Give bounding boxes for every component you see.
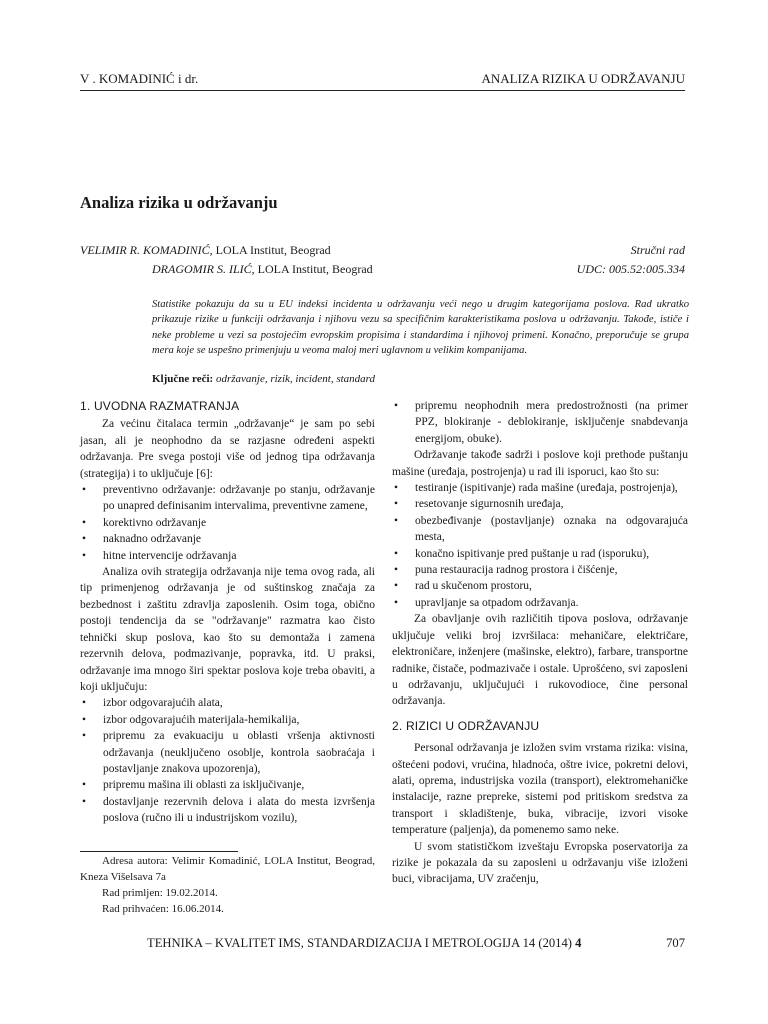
list-item: • pripremu neophodnih mera predostrožnosti (na primer PPZ, blokiranje - deblokiranje, isključenje snabdevanja energijom, obuke). (392, 398, 688, 447)
section-2-heading: 2. RIZICI U ODRŽAVANJU (392, 718, 540, 733)
received-date: Rad primljen: 19.02.2014. (102, 887, 218, 899)
list-item: • preventivno održavanje: održavanje po stanju, održavanje po unapred definisanim intervalima, preventivne zamene, (80, 482, 375, 515)
list-item: • upravljanje sa otpadom održavanja. (392, 595, 688, 611)
issue-number: 4 (575, 936, 582, 950)
list-item: • obezbeđivanje (postavljanje) oznaka na odgovarajuća mesta, (392, 513, 688, 546)
author-1 (80, 243, 331, 258)
list-item: • naknadno održavanje (80, 531, 375, 547)
paragraph: Za većinu čitalaca termin „održavanje“ je sam po sebi jasan, ali je neophodno da se razjasne određeni aspekti održavanja. Pre svega postoji više od jednog tipa održavanja (strategija) i to uključuje [6]: (80, 418, 375, 480)
section-1-heading: 1. UVODNA RAZMATRANJA (80, 399, 240, 413)
list-item: • izbor odgovarajućih materijala-hemikalija, (80, 712, 375, 728)
bullet-list (80, 695, 375, 826)
list-item: • hitne intervencije održavanja (80, 548, 375, 564)
paragraph: Za obavljanje ovih različitih tipova poslova, održavanje uključuje veliki broj izvršilaca: mehaničare, električare, elektroničare, inženjere (mašinske, elektro), farbare, transportne radnike, čistače, podmazivače i ostale. Uprošćeno, svi zaposleni u održavanju, uključujući i rukovodioce, čine personal održavanja. (392, 613, 688, 708)
list-item: • pripremu mašina ili oblasti za isključivanje, (80, 777, 375, 793)
author-address: Adresa autora: Velimir Komadinić, LOLA Institut, Beograd, Kneza Višelsava 7a (80, 855, 375, 883)
paragraph: Održavanje takođe sadrži i poslove koji prethode puštanju mašine (uređaja, postrojenja) u rad ili isporuci, kao što su: (392, 449, 688, 478)
left-column (80, 398, 375, 827)
list-item: • dostavljanje rezervnih delova i alata do mesta izvršenja poslova (ručno ili u industrijskom vozilu), (80, 794, 375, 827)
article-title: Analiza rizika u održavanju (80, 193, 278, 212)
bullet-list (80, 482, 375, 564)
list-item: • konačno ispitivanje pred puštanje u rad (isporuku), (392, 546, 688, 562)
list-item: • pripremu za evakuaciju u oblasti vršenja aktivnosti održavanja (neuključeno osoblje, kontrola saobraćaja i postavljanje znakova upozorenja), (80, 728, 375, 777)
journal-name: TEHNIKA – KVALITET IMS, STANDARDIZACIJA I METROLOGIJA 14 (2014) (147, 936, 576, 950)
abstract: Statistike pokazuju da su u EU indeksi incidenta u održavanju veći nego u drugim kategorijama poslova. Rad ukratko prikazuje rizike u funkciji održavanja i njihovu vezu sa specifičnim karakteristikama poslova u održavanju. Takođe, ističe i neke probleme u vezi sa postojećim evropskim propisima i standardima i njihovoj primeni. Konačno, preporučuje se grupa mera koje se uspešno primenjuju u veoma maloj meri uglavnom u velikim kompanijama. (152, 299, 689, 356)
bullet-list (392, 398, 688, 447)
footnote (80, 853, 375, 917)
list-item: • testiranje (ispitivanje) rada mašine (uređaja, postrojenja), (392, 480, 688, 496)
list-item: • puna restauracija radnog prostora i čišćenje, (392, 562, 688, 578)
author-1-name: VELIMIR R. KOMADINIĆ (80, 243, 210, 257)
keywords (152, 373, 375, 385)
accepted-date: Rad prihvaćen: 16.06.2014. (102, 903, 224, 915)
running-header-authors: V . KOMADINIĆ i dr. (80, 71, 199, 86)
list-item: • rad u skučenom prostoru, (392, 578, 688, 594)
paragraph: U svom statističkom izveštaju Evropska poservatorija za rizike je pokazala da su zaposleni u održavanju više izloženi buci, vibracijama, UV zračenju, (392, 840, 688, 886)
keywords-label: Ključne reči: (152, 373, 214, 385)
author-2-name: DRAGOMIR S. ILIĆ (152, 262, 252, 276)
bullet-list (392, 480, 688, 611)
header-divider (80, 90, 685, 91)
udc-code: UDC: 005.52:005.334 (576, 262, 685, 276)
author-2 (152, 262, 373, 277)
keywords-text: održavanje, rizik, incident, standard (213, 373, 376, 385)
list-item: • izbor odgovarajućih alata, (80, 695, 375, 711)
author-2-affiliation: , LOLA Institut, Beograd (251, 262, 373, 276)
footnote-divider (80, 851, 238, 852)
list-item: • korektivno održavanje (80, 515, 375, 531)
journal-footer (147, 936, 581, 951)
author-1-affiliation: , LOLA Institut, Beograd (209, 243, 331, 257)
running-header-title: ANALIZA RIZIKA U ODRŽAVANJU (481, 71, 685, 86)
article-type: Stručni rad (630, 243, 685, 257)
paragraph: Analiza ovih strategija održavanja nije tema ovog rada, ali tip primenjenog održavanja je od suštinskog značaja za bezbednost i zaštitu zdravlja zaposlenih. Osim toga, obično postoji tendencija da se "održavanje" razmatra kao čisto tehnički skup poslova, kao što su demontaža i zamena rezervnih delova, podmazivanje, popravka, itd. U praksi, održavanje ima mnogo širi spektar poslova koje treba obaviti, a koji uključuju: (80, 566, 375, 693)
page-number: 707 (666, 936, 685, 950)
right-column (392, 398, 688, 888)
list-item: • resetovanje sigurnosnih uređaja, (392, 496, 688, 512)
paragraph: Personal održavanja je izložen svim vrstama rizika: visina, oštećeni podovi, vrućina, hladnoća, oštre ivice, pokretni delovi, alati, oprema, industrijska vozila (transport), elektromehaničke instalacije, razne prepreke, sistemi pod pritiskom sredstva za transport i skladištenje, buka, vibracije, izvori visoke temperature (paljenja), da pomenemo samo neke. (392, 742, 688, 837)
